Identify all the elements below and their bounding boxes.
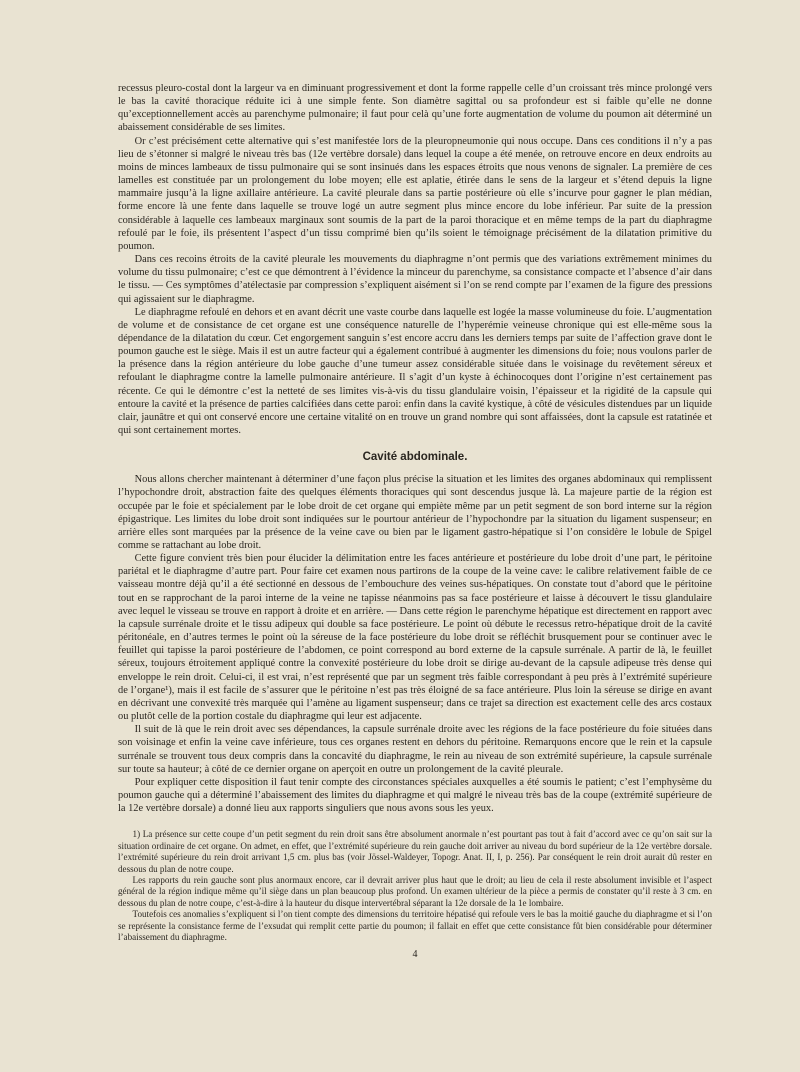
paragraph: recessus pleuro-costal dont la largeur va en diminuant progressivement et dont la forme rappelle celle d’un croissant très mince prolongé vers le bas la cavité thoracique réduite ici à une simple fente. Son diamètre sagittal ou sa profondeur est si faible qu’elle ne donne qu’exceptionnellement accès au parenchyme pulmonaire; il faut pour celà qu’une forte augmentation de volume du poumon ait déterminé un abaissement considérable de ses limites. — [118, 83, 712, 134]
footnote: Les rapports du rein gauche sont plus anormaux encore, car il devrait arriver plus haut que le droit; au lieu de cela il reste absolument invisible et l’aspect général de la région indique même qu’il siège dans un plan beaucoup plus profond. Un examen ultérieur de la pièce a permis de constater qu’il reste à 3 cm. en dessous du plan de notre coupe, c’est-à-dire à la hauteur du disque intervertébral séparant la 12e dorsale de la 1e lombaire. — [118, 874, 712, 908]
footnotes — [118, 829, 712, 943]
paragraph: Le diaphragme refoulé en dehors et en avant décrit une vaste courbe dans laquelle est logée la masse volumineuse du foie. L’augmentation de volume et de consistance de cet organe est une conséquence naturelle de l’hyperémie veineuse chronique qui est elle-même sous la dépendance de la dilatation du cœur. Cet engorgement sanguin s’est encore accru dans les derniers temps par suite de l’affection grave dont le poumon gauche est le siège. Mais il est un autre facteur qui a également contribué à augmenter les dimensions du foie; nous voulons parler de la présence dans la région antérieure du lobe gauche d’une tumeur assez considérable située dans le voisinage du revêtement séreux et refoulant le diaphragme contre la lamelle pulmonaire antérieure. Il s’agit d’un kyste à échinocoques dont l’origine n’est certainement pas récente. Ce qui le démontre c’est la netteté de ses limites vis-à-vis du tissu glandulaire voisin, l’épaisseur et la rigidité de la capsule qui entoure la cavité et la présence de parties calcifiées dans cette paroi: enfin dans la cavité kystique, à côté de vésicules distendues par un liquide clair, jaunâtre et qui ont conservé encore une certaine vitalité on en trouve un grand nombre qui sont affaissées, dont la capsule est ratatinée et qui sont certainement mortes. — [118, 306, 712, 437]
paragraph: Dans ces recoins étroits de la cavité pleurale les mouvements du diaphragme n’ont permis que des variations extrêmement minimes du volume du tissu pulmonaire; c’est ce que démontrent à l’évidence la minceur du parenchyme, sa consistance compacte et l’absence d’air dans le tissu. — Ces symptômes d’atélectasie par compression s’expliquent aisément si l’on se rend compte par l’examen de la figure des pressions qui agissaient sur le diaphragme. — [118, 254, 712, 305]
section-heading: Cavité abdominale. — [362, 451, 468, 464]
intro-section — [118, 82, 712, 437]
paragraph: Or c’est précisément cette alternative qui s’est manifestée lors de la pleuropneumonie qui nous occupe. Dans ces conditions il n’y a pas lieu de s’étonner si malgré le niveau très bas (12e vertèbre dorsale) dans lequel la coupe a été menée, on retrouve encore en deux endroits au moins de minces lambeaux de tissu pulmonaire qui se sont insinués dans les espaces étroits que nous venons de signaler. La première de ces lamelles est constituée par un prolongement du lobe moyen; elle est aplatie, étirée dans le sens de la largeur et s’étend depuis la ligne mammaire jusqu’à la ligne axillaire antérieure. La cavité pleurale dans sa partie postérieure où elle s’incurve pour gagner le plan médian, forme encore là une fente dans laquelle se trouve logé un autre segment plus mince encore du lobe inférieur. Par suite de la pression considérable à laquelle ces lambeaux marginaux sont soumis de la part de la paroi thoracique et en même temps de la part du diaphragme refoulé par le foie, ils présentent l’aspect d’un tissu comprimé bien qu’ils soient le témoignage précisément de la dilatation primitive du poumon. — [118, 135, 712, 252]
paragraph: Il suit de là que le rein droit avec ses dépendances, la capsule surrénale droite avec les régions de la face postérieure du foie situées dans son voisinage et enfin la veine cave inférieure, tous ces organes restent en dehors du péritoine. Remarquons encore que le rein et la capsule surrénale se trouvent tous deux compris dans la concavité du diaphragme, le rein au niveau de son extrémité supérieure, la capsule surrénale sur toute sa hauteur; à côté de ce dernier organe on aperçoit en outre un prolongement de la cavité pleurale. — [118, 724, 712, 775]
footnote: Toutefois ces anomalies s’expliquent si l’on tient compte des dimensions du territoire hépatisé qui refoule vers le bas la moitié gauche du diaphragme et si l’on se représente la consistance ferme de l’exsudat qui remplit cette partie du poumon; il fallait en effet que cette consistance fût bien considérable pour déterminer l’abaissement du diaphragme. — [118, 909, 712, 942]
paragraph: Pour expliquer cette disposition il faut tenir compte des circonstances spéciales auxquelles a été soumis le patient; c’est l’emphysème du poumon gauche qui a déterminé l’abaissement des limites du diaphragme et qui malgré le niveau très bas de la coupe (extrémité supérieure de la 12e vertèbre dorsale) a donné lieu aux rapports singuliers que nous avons sous les yeux. — [118, 776, 712, 815]
paragraph: Nous allons chercher maintenant à déterminer d’une façon plus précise la situation et les limites des organes abdominaux qui remplissent l’hypochondre droit, abstraction faite des quelques éléments thoraciques qui sont descendus jusque là. La majeure partie de la région est occupée par le foie et spécialement par le lobe droit de cet organe qui empiète même par un petit segment de son bord interne sur la région épigastrique. Les limites du lobe droit sont indiquées sur le pourtour antérieur de l’hypochondre par la situation du ligament suspenseur; en arrière elles sont marquées par la présence de la veine cave ou bien par le ligament gastro-hépatique si l’on considère le lobule de Spigel comme se rattachant au lobe droit. — [118, 474, 712, 551]
main-section — [118, 473, 712, 815]
page-number: 4 — [412, 949, 418, 961]
paragraph: Cette figure convient très bien pour élucider la délimitation entre les faces antérieure et postérieure du lobe droit d’une part, le péritoine pariétal et le diaphragme d’autre part. Pour faire cet examen nous partirons de la coupe de la veine cave: le calibre relativement faible de ce vaisseau montre déjà qu’il a été sectionné en dessous de l’embouchure des veines sus-hépatiques. On constate tout d’abord que le péritoine tout en se rapprochant de la paroi interne de la veine ne tapisse néanmoins pas sa face postérieure et laisse à découvert le tissu glandulaire avec lequel le visseau se trouve en rapport à droite et en arrière. — Dans cette région le parenchyme hépatique est directement en rapport avec la capsule surrénale droite et le tissu adipeux qui double sa face postérieure. Le point où débute le recessus retro-hépatique droit de la cavité péritonéale, en d’autres termes le point où la séreuse de la face postérieure du lobe droit se réfléchit brusquement pour se continuer avec le feuillet qui tapisse la paroi postérieure de l’abdomen, ce point correspond au bord externe de la capsule surrénale. A partir de là, le feuillet séreux, toujours étroitement appliqué contre la convexité postérieure du lobe droit se dirige au-devant de la capsule adipeuse très dense qui enveloppe le rein droit. Celui-ci, il est vrai, n’est représenté que par un segment très faible correspondant à peu près à l’extrémité supérieure de l’organe¹), mais il est facile de s’assurer que le péritoine n’est pas très éloigné de sa face antérieure. Plus loin la séreuse se dirige en avant en décrivant une convexité très marquée qui l’amène au ligament suspenseur; dans ce trajet sa direction est exactement celle des arcs costaux ou plutôt celle de la portion costale du diaphragme qui leur est adjacente. — [118, 553, 712, 723]
footnote: 1) La présence sur cette coupe d’un petit segment du rein droit sans être absolument anormale n’est pourtant pas tout à fait d’accord avec ce qu’on sait sur la situation ordinaire de cet organe. On admet, en effet, que l’extrémité supérieure du rein gauche doit arriver au niveau du bord supérieur de la 12e vertèbre dorsale. l’extrémité supérieure du rein droit arrivant 1,5 cm. plus bas (voir Jössel-Waldeyer, Topogr. Anat. II, I, p. 256). Par conséquent le rein droit aurait dû rester en dessous du plan de notre coupe. — [118, 829, 712, 874]
